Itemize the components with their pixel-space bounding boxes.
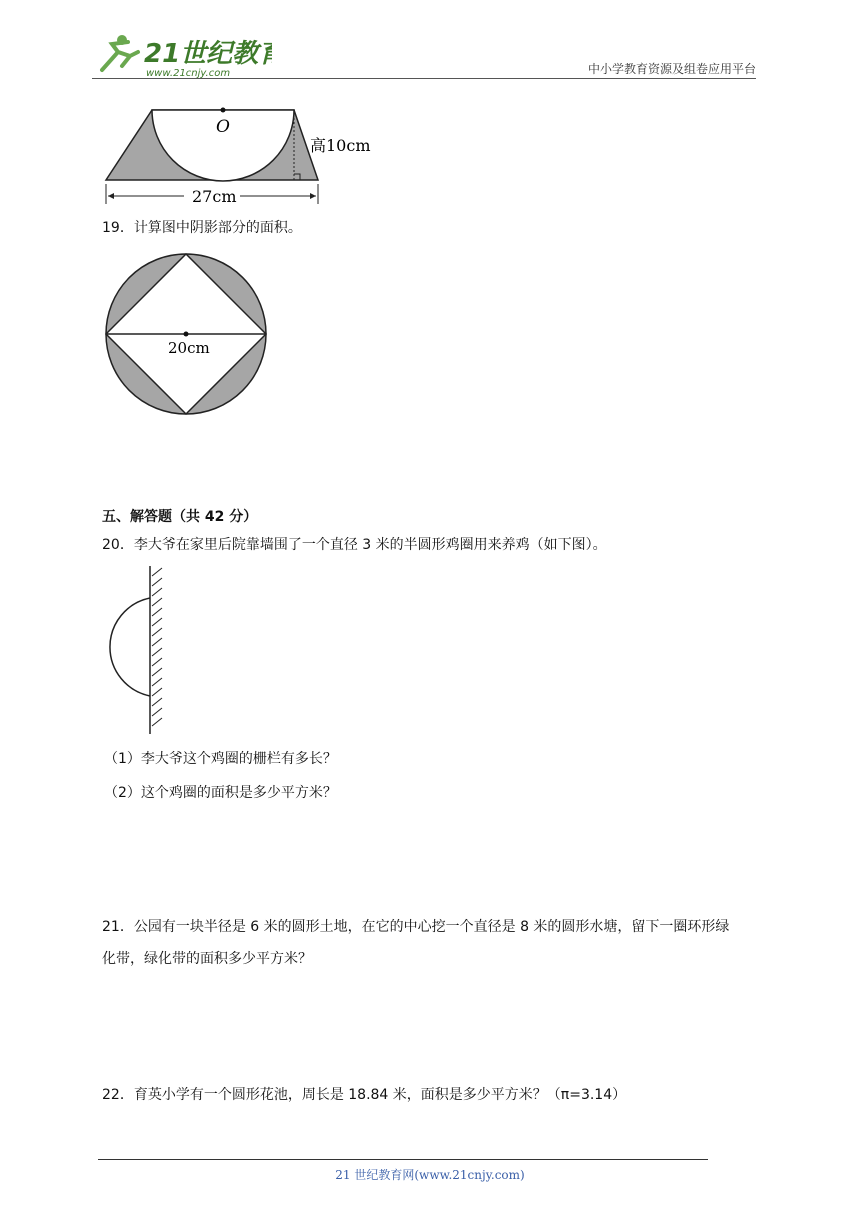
question-19: 19．计算图中阴影部分的面积。: [102, 220, 302, 236]
question-22: 22．育英小学有一个圆形花池，周长是 18.84 米，面积是多少平方米？（π=3.14）: [102, 1087, 627, 1103]
question-20-part-1: （1）李大爷这个鸡圈的栅栏有多长？: [104, 751, 337, 767]
center-o-label: O: [216, 117, 230, 137]
header-platform-text: 中小学教育资源及组卷应用平台: [587, 62, 756, 76]
footer-divider: [98, 1159, 708, 1160]
question-21-line-2: 化带，绿化带的面积多少平方米？: [102, 951, 312, 967]
question-20-part-2: （2）这个鸡圈的面积是多少平方米？: [104, 785, 337, 801]
diameter-label: 20cm: [168, 339, 210, 357]
height-label: 高10cm: [310, 136, 371, 155]
question-20: 20．李大爷在家里后院靠墙围了一个直径 3 米的半圆形鸡圈用来养鸡（如下图）。: [102, 537, 607, 553]
base-label: 27cm: [192, 187, 237, 206]
logo-title: 21世纪教育: [144, 39, 272, 69]
header-divider: [92, 78, 756, 79]
footer-link[interactable]: 21 世纪教育网(www.21cnjy.com): [335, 1168, 525, 1182]
circle-square-figure: [102, 252, 270, 422]
runner-icon: [102, 35, 138, 70]
section-title: 五、解答题（共 42 分）: [102, 509, 258, 525]
semicircle-wall-figure: [96, 564, 176, 740]
site-logo: [92, 30, 272, 80]
trapezoid-figure: [100, 104, 380, 212]
logo-url: www.21cnjy.com: [146, 68, 231, 79]
question-21-line-1: 21．公园有一块半径是 6 米的圆形土地，在它的中心挖一个直径是 8 米的圆形水塘，留下一圈环形绿: [102, 919, 730, 935]
